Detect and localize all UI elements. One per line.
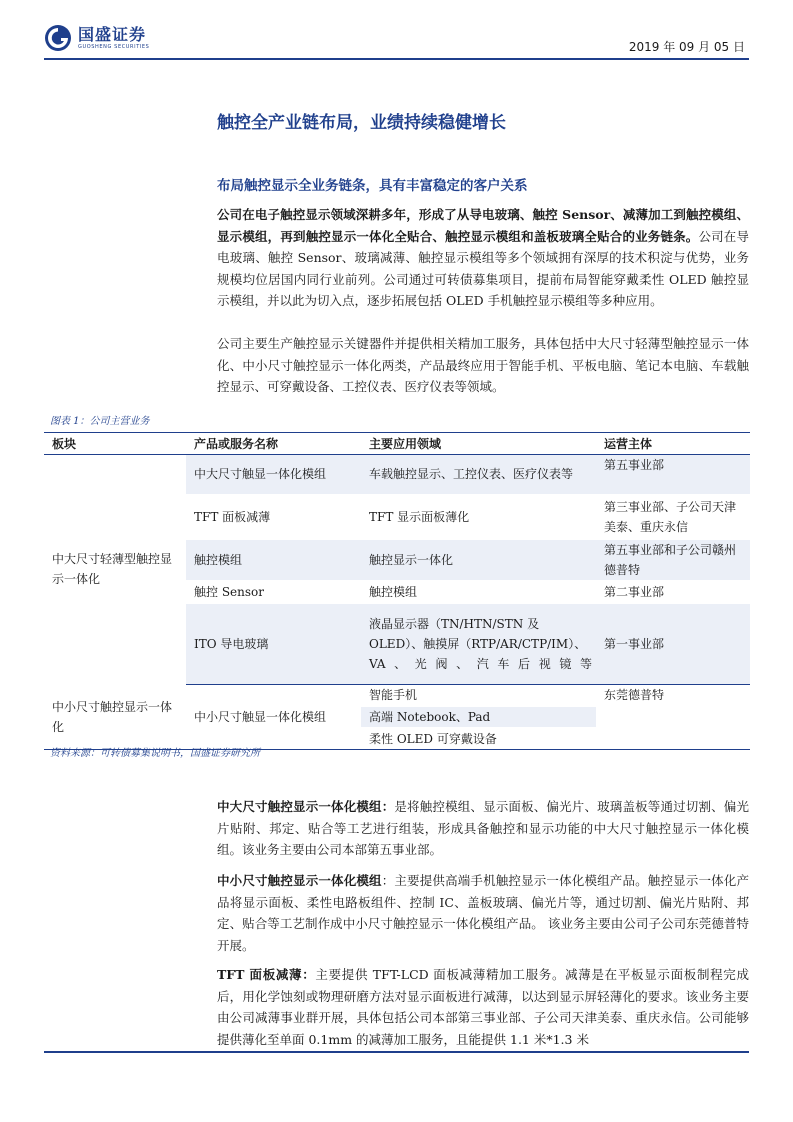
header-application: 主要应用领域 <box>361 433 596 455</box>
paragraph-body: 是将触控模组、显示面板、偏光片、玻璃盖板等通过切割、偏光片贴附、邦定、贴合等工艺进行组装，形成具备触控和显示功能的中大尺寸触控显示一体化模组。该业务主要由公司本部第五事业部。 <box>217 799 749 857</box>
paragraph-body: 主要提供 TFT-LCD 面板减薄精加工服务。减薄是在平板显示面板制程完成后，用化学蚀刻或物理研磨方法对显示面板进行减薄，以达到显示屏轻薄化的要求。该业务主要由公司减薄事业群开展，具体包括公司本部第三事业部、子公司天津美泰、重庆永信。公司能够提供薄化至单面 0.1mm 的减薄加工服务，且能提供 1.1 米*1.3 米 <box>217 967 749 1047</box>
segment-large: 中大尺寸轻薄型触控显示一体化 <box>44 455 186 685</box>
paragraph-body: ：主要提供高端手机触控显示一体化模组产品。触控显示一体化产品将显示面板、柔性电路板组件、控制 IC、盖板玻璃、偏光片等，通过切割、偏光片贴附、邦定、贴合等工艺制作成中小尺寸触控显示一体化模组产品。 该业务主要由公司子公司东莞德普特开展。 <box>217 873 749 953</box>
application-cell: 车载触控显示、工控仪表、医疗仪表等 <box>361 455 596 495</box>
figure-source: 资料来源：可转债募集说明书，国盛证券研究所 <box>50 748 260 759</box>
logo-english-name: GUOSHENG SECURITIES <box>78 43 150 50</box>
paragraph-large-module <box>217 796 749 861</box>
paragraph-lead: 公司在电子触控显示领域深耕多年，形成了从导电玻璃、触控 Sensor、减薄加工到触控模组、显示模组，再到触控显示一体化全贴合、触控显示模组和盖板玻璃全贴合的业务链条。 <box>217 207 749 244</box>
logo-chinese-name: 国盛证券 <box>78 24 147 44</box>
paragraph-small-module <box>217 870 749 956</box>
header-operator: 运营主体 <box>596 433 750 455</box>
header-divider <box>44 58 749 60</box>
operator-cell: 第一事业部 <box>596 603 750 685</box>
operator-cell: 东莞德普特 <box>596 685 750 750</box>
segment-small: 中小尺寸触控显示一体化 <box>44 685 186 750</box>
product-cell: 触控 Sensor <box>186 581 361 603</box>
table-row <box>44 455 750 495</box>
paragraph-business-chain <box>217 204 749 312</box>
application-cell: 柔性 OLED 可穿戴设备 <box>361 728 596 750</box>
application-cell: 液晶显示器（TN/HTN/STN 及 OLED）、触摸屏（RTP/AR/CTP/IM）、VA、光阀、汽车后视镜等 <box>361 603 596 685</box>
application-cell: 智能手机 <box>361 685 596 707</box>
product-cell: 触控模组 <box>186 539 361 581</box>
application-cell: 触控模组 <box>361 581 596 603</box>
footer-divider <box>44 1051 749 1053</box>
header-product: 产品或服务名称 <box>186 433 361 455</box>
product-cell: 中小尺寸触显一体化模组 <box>186 685 361 750</box>
guosheng-logo-icon <box>44 24 72 52</box>
operator-cell: 第二事业部 <box>596 581 750 603</box>
report-date: 2019 年 09 月 05 日 <box>628 40 745 54</box>
figure-caption: 图表 1：公司主营业务 <box>50 416 150 427</box>
paragraph-tft-thinning <box>217 964 749 1050</box>
table-row <box>44 685 750 707</box>
application-cell: 高端 Notebook、Pad <box>361 706 596 728</box>
application-cell: 触控显示一体化 <box>361 539 596 581</box>
operator-cell: 第五事业部和子公司赣州德普特 <box>596 539 750 581</box>
paragraph-lead: 中大尺寸触控显示一体化模组： <box>217 799 395 814</box>
product-cell: ITO 导电玻璃 <box>186 603 361 685</box>
paragraph-main-products: 公司主要生产触控显示关键器件并提供相关精加工服务，具体包括中大尺寸轻薄型触控显示一体化、中小尺寸触控显示一体化两类，产品最终应用于智能手机、平板电脑、笔记本电脑、车载触控显示、可穿戴设备、工控仪表、医疗仪表等领域。 <box>217 336 749 394</box>
paragraph-lead: TFT 面板减薄： <box>217 967 316 982</box>
application-cell: TFT 显示面板薄化 <box>361 495 596 539</box>
operator-cell: 第五事业部 <box>596 455 750 495</box>
table-header-row <box>44 433 750 455</box>
header-segment: 板块 <box>44 433 186 455</box>
paragraph-lead: 中小尺寸触控显示一体化模组 <box>217 873 382 888</box>
product-cell: TFT 面板减薄 <box>186 495 361 539</box>
product-cell: 中大尺寸触显一体化模组 <box>186 455 361 495</box>
section-title: 触控全产业链布局，业绩持续稳健增长 <box>217 113 506 133</box>
section-subtitle: 布局触控显示全业务链条，具有丰富稳定的客户关系 <box>217 178 528 194</box>
paragraph-body: 公司在导电玻璃、触控 Sensor、玻璃减薄、触控显示模组等多个领域拥有深厚的技术积淀与优势，业务规模均位居国内同行业前列。公司通过可转债募集项目，提前布局智能穿戴柔性 OLED 触控显示模组，并以此为切入点，逐步拓展包括 OLED 手机触控显示模组等多种应用。 <box>217 228 749 308</box>
company-logo <box>44 24 149 52</box>
operator-cell: 第三事业部、子公司天津美泰、重庆永信 <box>596 495 750 539</box>
business-table <box>44 432 750 750</box>
